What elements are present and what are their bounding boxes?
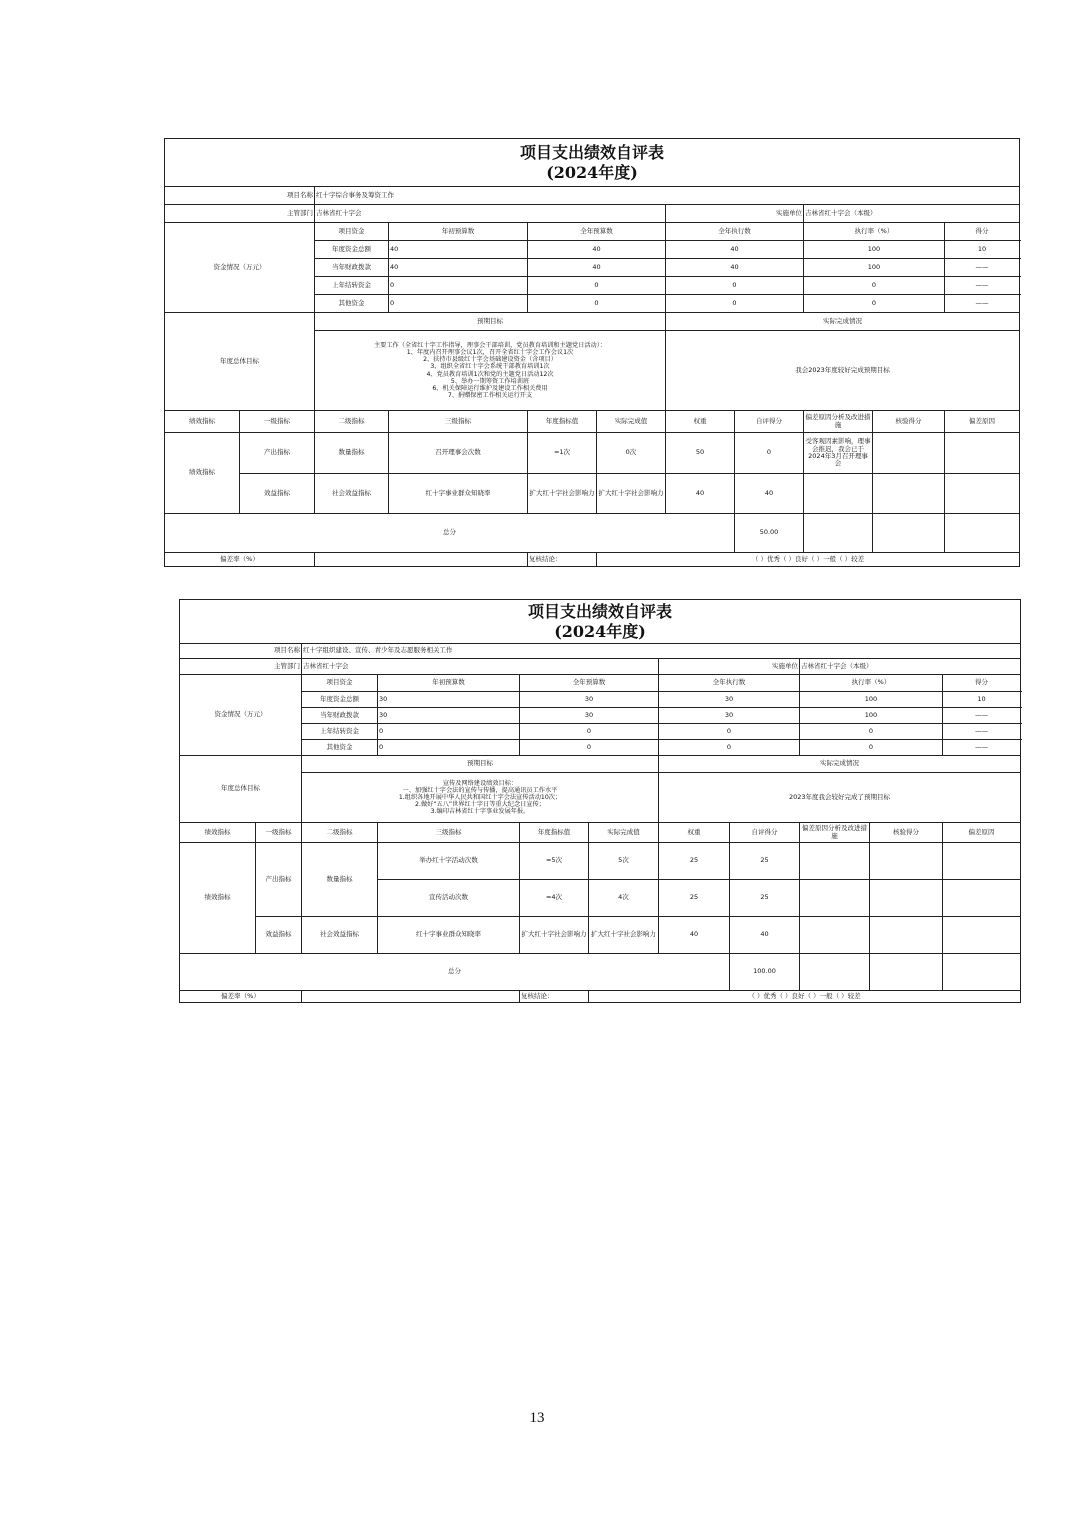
goal-expected-label: 预期目标 [315, 313, 666, 331]
indicator-weight: 50 [666, 433, 735, 474]
project-name-value: 红十字综合事务及筹资工作 [315, 187, 1020, 205]
funds-cell: 10 [943, 692, 1021, 708]
indicator-header-cell: 二级指标 [315, 411, 389, 433]
indicator-header-row [165, 411, 1020, 433]
indicator-analysis [800, 880, 870, 917]
funds-cell: 0 [528, 277, 666, 295]
funds-row [180, 740, 1021, 756]
funds-cell: 30 [659, 692, 800, 708]
indicator-header-cell: 二级指标 [302, 823, 378, 843]
funds-row [180, 692, 1021, 708]
funds-cell: —— [945, 277, 1020, 295]
indicator-row [180, 843, 1021, 880]
funds-cell: 0 [659, 740, 800, 756]
indicator-score: 0 [735, 433, 804, 474]
indicator-score: 25 [730, 843, 800, 880]
funds-cell: 0 [389, 295, 528, 313]
indicator-verified [873, 474, 945, 514]
indicator-verified [870, 843, 943, 880]
indicator-reason [945, 433, 1020, 474]
indicator-weight: 25 [659, 843, 730, 880]
indicator-weight: 40 [659, 917, 730, 954]
funds-cell: 100 [804, 241, 945, 259]
project-name-label: 项目名称 [165, 187, 315, 205]
dept-label: 主管部门 [165, 205, 315, 223]
goal-line: 1.组织各地开展中华人民共和国红十字会法宣传活动10次； [398, 793, 562, 801]
indicator-target: =4次 [520, 880, 589, 917]
indicator-level2: 社会效益指标 [302, 917, 378, 954]
indicator-level1: 效益指标 [240, 474, 315, 514]
indicator-level3: 宣传活动次数 [378, 880, 520, 917]
indicator-header-cell: 绩效指标 [165, 411, 240, 433]
funds-cell: 0 [389, 277, 528, 295]
goal-label: 年度总体目标 [180, 756, 302, 823]
goal-line: 5、举办一期筹资工作培训班 [450, 377, 530, 385]
funds-label: 资金情况（万元） [180, 675, 302, 756]
deviation-value [315, 553, 528, 567]
goal-line: 主要工作（全省红十字工作指导，理事会干部培训，党员教育培训和主题党日活动）： [373, 342, 607, 349]
dept-label: 主管部门 [180, 659, 302, 675]
funds-cell: 其他资金 [302, 740, 378, 756]
funds-header-cell: 执行率（%） [800, 675, 943, 692]
funds-cell: 0 [528, 295, 666, 313]
funds-cell: 其他资金 [315, 295, 389, 313]
indicator-level2: 数量指标 [315, 433, 389, 474]
perf-label: 绩效指标 [180, 843, 256, 954]
goal-expected-text [302, 773, 659, 823]
funds-cell: 100 [800, 692, 943, 708]
table-title: 项目支出绩效自评表 (2024年度) [165, 139, 1020, 187]
indicator-level3: 召开理事会次数 [389, 433, 528, 474]
indicator-actual: 4次 [589, 880, 659, 917]
goal-line: 3.编印吉林省红十字事业发展年报。 [430, 808, 530, 816]
goal-line: 3、组织全省红十字会系统干部教育培训1次 [430, 363, 550, 371]
review-row [180, 991, 1021, 1003]
funds-cell: 40 [389, 241, 528, 259]
funds-cell: 30 [520, 692, 659, 708]
page-number: 13 [529, 1410, 545, 1426]
indicator-actual: 扩大红十字社会影响力 [597, 474, 666, 514]
funds-cell: 40 [528, 241, 666, 259]
funds-cell: 40 [666, 259, 804, 277]
deviation-value [302, 991, 520, 1003]
funds-header-cell: 得分 [943, 675, 1021, 692]
indicator-header-cell: 权重 [666, 411, 735, 433]
funds-cell: —— [945, 295, 1020, 313]
indicator-target: 扩大红十字社会影响力 [528, 474, 597, 514]
unit-value: 吉林省红十字会（本级） [804, 205, 1020, 223]
review-label: 复核结论： [520, 991, 589, 1003]
funds-cell: 0 [659, 724, 800, 740]
goal-line: 一、加强红十字会法的宣传与传播，提高通讯员工作水平 [402, 786, 558, 794]
funds-cell: 40 [389, 259, 528, 277]
indicator-reason [945, 474, 1020, 514]
indicator-header-cell: 年度指标值 [528, 411, 597, 433]
indicator-header-cell: 偏差原因 [945, 411, 1020, 433]
indicator-header-cell: 自评得分 [735, 411, 804, 433]
funds-header-cell: 全年执行数 [659, 675, 800, 692]
total-score: 100.00 [730, 954, 800, 991]
funds-cell: 0 [520, 740, 659, 756]
funds-cell: —— [943, 724, 1021, 740]
indicator-target: =1次 [528, 433, 597, 474]
funds-header-cell: 全年预算数 [520, 675, 659, 692]
indicator-target: 扩大红十字社会影响力 [520, 917, 589, 954]
indicator-row [180, 917, 1021, 954]
funds-header-cell: 年初预算数 [389, 223, 528, 241]
goal-actual-text: 我会2023年度较好完成预期目标 [666, 331, 1020, 411]
funds-cell: 30 [378, 692, 520, 708]
funds-cell: 10 [945, 241, 1020, 259]
indicator-header-cell: 偏差原因分析及改进措施 [804, 411, 873, 433]
indicator-header-cell: 三级指标 [389, 411, 528, 433]
total-label: 总分 [180, 954, 730, 991]
indicator-analysis [800, 917, 870, 954]
goal-label: 年度总体目标 [165, 313, 315, 411]
funds-label: 资金情况（万元） [165, 223, 315, 313]
indicator-level2: 数量指标 [302, 843, 378, 917]
indicator-header-cell: 一级指标 [256, 823, 302, 843]
funds-header-cell: 执行率（%） [804, 223, 945, 241]
dept-value: 吉林省红十字会 [315, 205, 666, 223]
indicator-actual: 5次 [589, 843, 659, 880]
indicator-analysis [804, 474, 873, 514]
unit-label: 实施单位 [659, 659, 800, 675]
total-empty [804, 514, 873, 553]
deviation-label: 偏差率（%） [165, 553, 315, 567]
goal-line: 7、捐赠保密工作相关运行开支 [447, 391, 533, 399]
indicator-level1: 效益指标 [256, 917, 302, 954]
goal-line: 2.做好“五八”世界红十字日等重大纪念日宣传； [415, 801, 545, 809]
unit-value: 吉林省红十字会（本级） [800, 659, 1021, 675]
project-name-value: 红十字组织建设、宣传、青少年及志愿服务相关工作 [302, 644, 1021, 659]
funds-header-cell: 项目资金 [315, 223, 389, 241]
goal-line: 2、扶持市县级红十字会基础建设资金（含项目） [423, 356, 557, 364]
indicator-actual: 0次 [597, 433, 666, 474]
funds-cell: 0 [800, 740, 943, 756]
funds-cell: 0 [804, 295, 945, 313]
indicator-header-cell: 绩效指标 [180, 823, 256, 843]
funds-row [180, 724, 1021, 740]
indicator-row [165, 433, 1020, 474]
review-row [165, 553, 1020, 567]
indicator-verified [870, 880, 943, 917]
indicator-level1: 产出指标 [240, 433, 315, 474]
funds-cell: 当年财政拨款 [315, 259, 389, 277]
funds-cell: 0 [378, 724, 520, 740]
goal-line: 宣传及网络建设绩效目标： [442, 779, 518, 787]
goal-line: 1、年度内召开理事会议1次，召开全省红十字会工作会议1次 [406, 349, 574, 357]
grade-options: （ ）优秀（ ）良好（ ）一般（ ）较差 [597, 553, 1020, 567]
indicator-level3: 红十字事业群众知晓率 [378, 917, 520, 954]
table-title: 项目支出绩效自评表 (2024年度) [180, 600, 1021, 644]
indicator-verified [873, 433, 945, 474]
unit-label: 实施单位 [666, 205, 804, 223]
indicator-header-cell: 实际完成值 [597, 411, 666, 433]
funds-cell: —— [945, 259, 1020, 277]
goal-actual-label: 实际完成情况 [666, 313, 1020, 331]
performance-table-2 [179, 599, 1021, 1003]
indicator-level3: 红十字事业群众知晓率 [389, 474, 528, 514]
indicator-reason [943, 880, 1021, 917]
indicator-level2: 社会效益指标 [315, 474, 389, 514]
funds-row [180, 708, 1021, 724]
indicator-header-cell: 偏差原因分析及改进措施 [800, 823, 870, 843]
indicator-header-cell: 三级指标 [378, 823, 520, 843]
goal-actual-text: 2023年度我会较好完成了预期目标 [659, 773, 1021, 823]
funds-cell: 0 [520, 724, 659, 740]
indicator-level1: 产出指标 [256, 843, 302, 917]
indicator-row [165, 474, 1020, 514]
funds-cell: 30 [659, 708, 800, 724]
funds-cell: 30 [378, 708, 520, 724]
funds-cell: 0 [800, 724, 943, 740]
total-score: 50.00 [735, 514, 804, 553]
indicator-header-cell: 权重 [659, 823, 730, 843]
indicator-analysis: 受客观因素影响，理事会推迟，我会已于2024年3月召开理事会 [804, 433, 873, 474]
funds-cell: —— [943, 708, 1021, 724]
total-row [180, 954, 1021, 991]
indicator-header-cell: 偏差原因 [943, 823, 1021, 843]
dept-value: 吉林省红十字会 [302, 659, 659, 675]
indicator-header-cell: 核验得分 [870, 823, 943, 843]
indicator-header-cell: 核验得分 [873, 411, 945, 433]
funds-header-cell: 项目资金 [302, 675, 378, 692]
indicator-score: 40 [735, 474, 804, 514]
indicator-header-cell: 自评得分 [730, 823, 800, 843]
indicator-reason [943, 843, 1021, 880]
indicator-weight: 25 [659, 880, 730, 917]
indicator-level3: 举办红十字活动次数 [378, 843, 520, 880]
goal-line: 4、党员教育培训1次和党的主题党日活动12次 [426, 370, 554, 378]
total-empty [800, 954, 870, 991]
funds-cell: 0 [804, 277, 945, 295]
funds-cell: 40 [666, 241, 804, 259]
funds-cell: 上年结转资金 [315, 277, 389, 295]
indicator-weight: 40 [666, 474, 735, 514]
indicator-score: 40 [730, 917, 800, 954]
indicator-header-cell: 一级指标 [240, 411, 315, 433]
funds-cell: 0 [378, 740, 520, 756]
indicator-verified [870, 917, 943, 954]
funds-cell: 40 [528, 259, 666, 277]
funds-cell: 0 [666, 277, 804, 295]
goal-expected-text [315, 331, 666, 411]
total-empty [870, 954, 943, 991]
funds-cell: 上年结转资金 [302, 724, 378, 740]
total-empty [945, 514, 1020, 553]
performance-table-1 [164, 138, 1020, 567]
indicator-score: 25 [730, 880, 800, 917]
funds-header-cell: 全年执行数 [666, 223, 804, 241]
funds-cell: 年度资金总额 [315, 241, 389, 259]
indicator-actual: 扩大红十字社会影响力 [589, 917, 659, 954]
funds-cell: 0 [666, 295, 804, 313]
indicator-reason [943, 917, 1021, 954]
funds-cell: 100 [800, 708, 943, 724]
total-row [165, 514, 1020, 553]
funds-cell: 当年财政拨款 [302, 708, 378, 724]
funds-cell: 100 [804, 259, 945, 277]
review-label: 复核结论： [528, 553, 597, 567]
grade-options: （ ）优秀（ ）良好（ ）一般（ ）较差 [589, 991, 1021, 1003]
funds-header-cell: 全年预算数 [528, 223, 666, 241]
funds-cell: 年度资金总额 [302, 692, 378, 708]
project-name-label: 项目名称 [180, 644, 302, 659]
total-label: 总分 [165, 514, 735, 553]
perf-label: 绩效指标 [165, 433, 240, 514]
total-empty [873, 514, 945, 553]
goal-actual-label: 实际完成情况 [659, 756, 1021, 773]
indicator-target: =5次 [520, 843, 589, 880]
indicator-header-row [180, 823, 1021, 843]
deviation-label: 偏差率（%） [180, 991, 302, 1003]
total-empty [943, 954, 1021, 991]
funds-header-cell: 得分 [945, 223, 1020, 241]
goal-expected-label: 预期目标 [302, 756, 659, 773]
funds-header-cell: 年初预算数 [378, 675, 520, 692]
goal-line: 6、机关保障运行维护及建设工作相关费用 [432, 384, 548, 392]
indicator-header-cell: 年度指标值 [520, 823, 589, 843]
indicator-analysis [800, 843, 870, 880]
funds-cell: 30 [520, 708, 659, 724]
indicator-header-cell: 实际完成值 [589, 823, 659, 843]
funds-cell: —— [943, 740, 1021, 756]
